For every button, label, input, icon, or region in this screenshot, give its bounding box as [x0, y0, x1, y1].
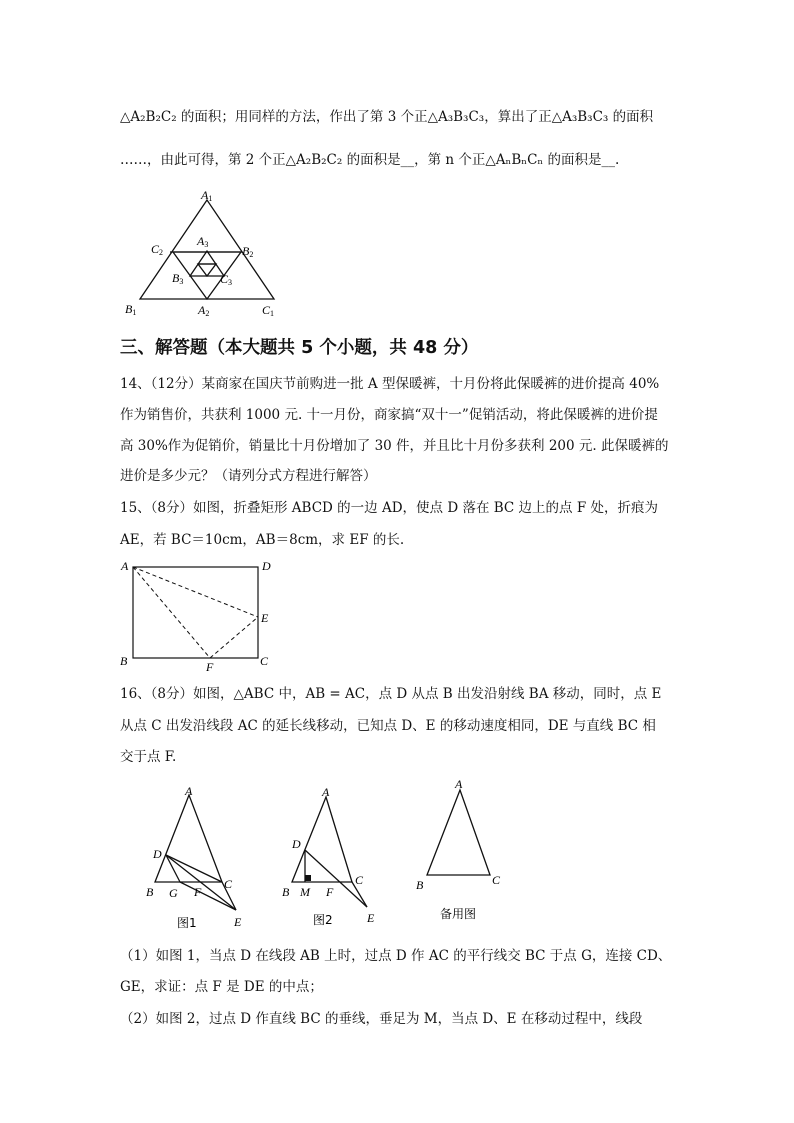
fig2-label-E: E [367, 911, 375, 925]
fig1-label-G: G [169, 886, 178, 900]
q15-line2: AE，若 BC＝10cm，AB＝8cm，求 EF 的长. [120, 532, 405, 548]
q14-line3: 高 30%作为促销价，销量比十月份增加了 30 件，并且比十月份多获利 200 元. 此保暖裤的 [120, 438, 669, 454]
label-C1: C1 [262, 303, 275, 318]
q16-line2: 从点 C 出发沿线段 AC 的延长线移动，已知点 D、E 的移动速度相同，DE 与直线 BC 相 [120, 718, 656, 734]
q14-line1: 14、（12分）某商家在国庆节前购进一批 A 型保暖裤，十月份将此保暖裤的进价提高 40% [120, 376, 660, 392]
q16-part2-line1: （2）如图 2，过点 D 作直线 BC 的垂线，垂足为 M，当点 D、E 在移动过程中，线段 [120, 1011, 643, 1027]
fig1-caption: 图1 [177, 916, 197, 930]
q16-figures [140, 775, 520, 935]
fig1-label-E: E [234, 915, 242, 929]
label-A2: A2 [198, 303, 210, 318]
q16-line3: 交于点 F. [120, 749, 177, 765]
fig2-label-A: A [322, 785, 330, 799]
label-F: F [206, 660, 214, 674]
right-angle-mark [305, 875, 311, 881]
fig1-label-C: C [224, 877, 233, 891]
label-C: C [260, 654, 269, 668]
fig1-label-F: F [194, 885, 202, 899]
q16-part1-line1: （1）如图 1，当点 D 在线段 AB 上时，过点 D 作 AC 的平行线交 BC 于点 G，连接 CD、 [120, 948, 672, 964]
fig3-label-C: C [492, 873, 501, 887]
fig1-label-A: A [185, 784, 193, 798]
fig3-label-B: B [416, 878, 424, 892]
label-A: A [121, 559, 129, 573]
label-C3: C3 [220, 272, 233, 287]
folded-rectangle-figure [115, 555, 280, 675]
q14-line4: 进价是多少元？（请列分式方程进行解答） [120, 468, 377, 484]
section-heading: 三、解答题（本大题共 5 个小题，共 48 分） [120, 338, 479, 358]
fig2-label-F: F [326, 885, 334, 899]
fig2-label-B: B [282, 885, 290, 899]
fig2-label-C: C [355, 873, 364, 887]
fig2-label-M: M [300, 885, 310, 899]
label-B1: B1 [125, 302, 137, 317]
fig3-caption: 备用图 [440, 907, 477, 921]
label-C2: C2 [151, 242, 164, 257]
label-A3: A3 [197, 234, 209, 249]
q15-line1: 15、（8分）如图，折叠矩形 ABCD 的一边 AD，使点 D 落在 BC 边上的点 F 处，折痕为 [120, 500, 658, 516]
label-D: D [262, 559, 271, 573]
nested-triangles-figure [115, 185, 285, 320]
fig2-caption: 图2 [313, 913, 333, 927]
label-B2: B2 [242, 244, 254, 259]
fig1-label-B: B [146, 885, 154, 899]
q13-line1: △A₂B₂C₂ 的面积；用同样的方法，作出了第 3 个正△A₃B₃C₃，算出了正△A₃B₃C₃ 的面积 [120, 109, 654, 125]
label-B: B [120, 654, 128, 668]
label-E: E [261, 611, 269, 625]
q16-line1: 16、（8分）如图，△ABC 中，AB = AC，点 D 从点 B 出发沿射线 BA 移动，同时，点 E [120, 686, 662, 702]
q16-part1-line2: GE，求证：点 F 是 DE 的中点； [120, 979, 323, 995]
fig1-label-D: D [153, 847, 162, 861]
label-B3: B3 [172, 271, 184, 286]
q13-line2: ……，由此可得，第 2 个正△A₂B₂C₂ 的面积是__，第 n 个正△AₙBₙCₙ 的面积是__. [120, 152, 620, 168]
q14-line2: 作为销售价，共获利 1000 元. 十一月份，商家搞“双十一”促销活动，将此保暖裤的进价提 [120, 407, 658, 423]
label-A1: A1 [201, 188, 213, 203]
fig3-label-A: A [455, 777, 463, 791]
fig2-label-D: D [292, 837, 301, 851]
